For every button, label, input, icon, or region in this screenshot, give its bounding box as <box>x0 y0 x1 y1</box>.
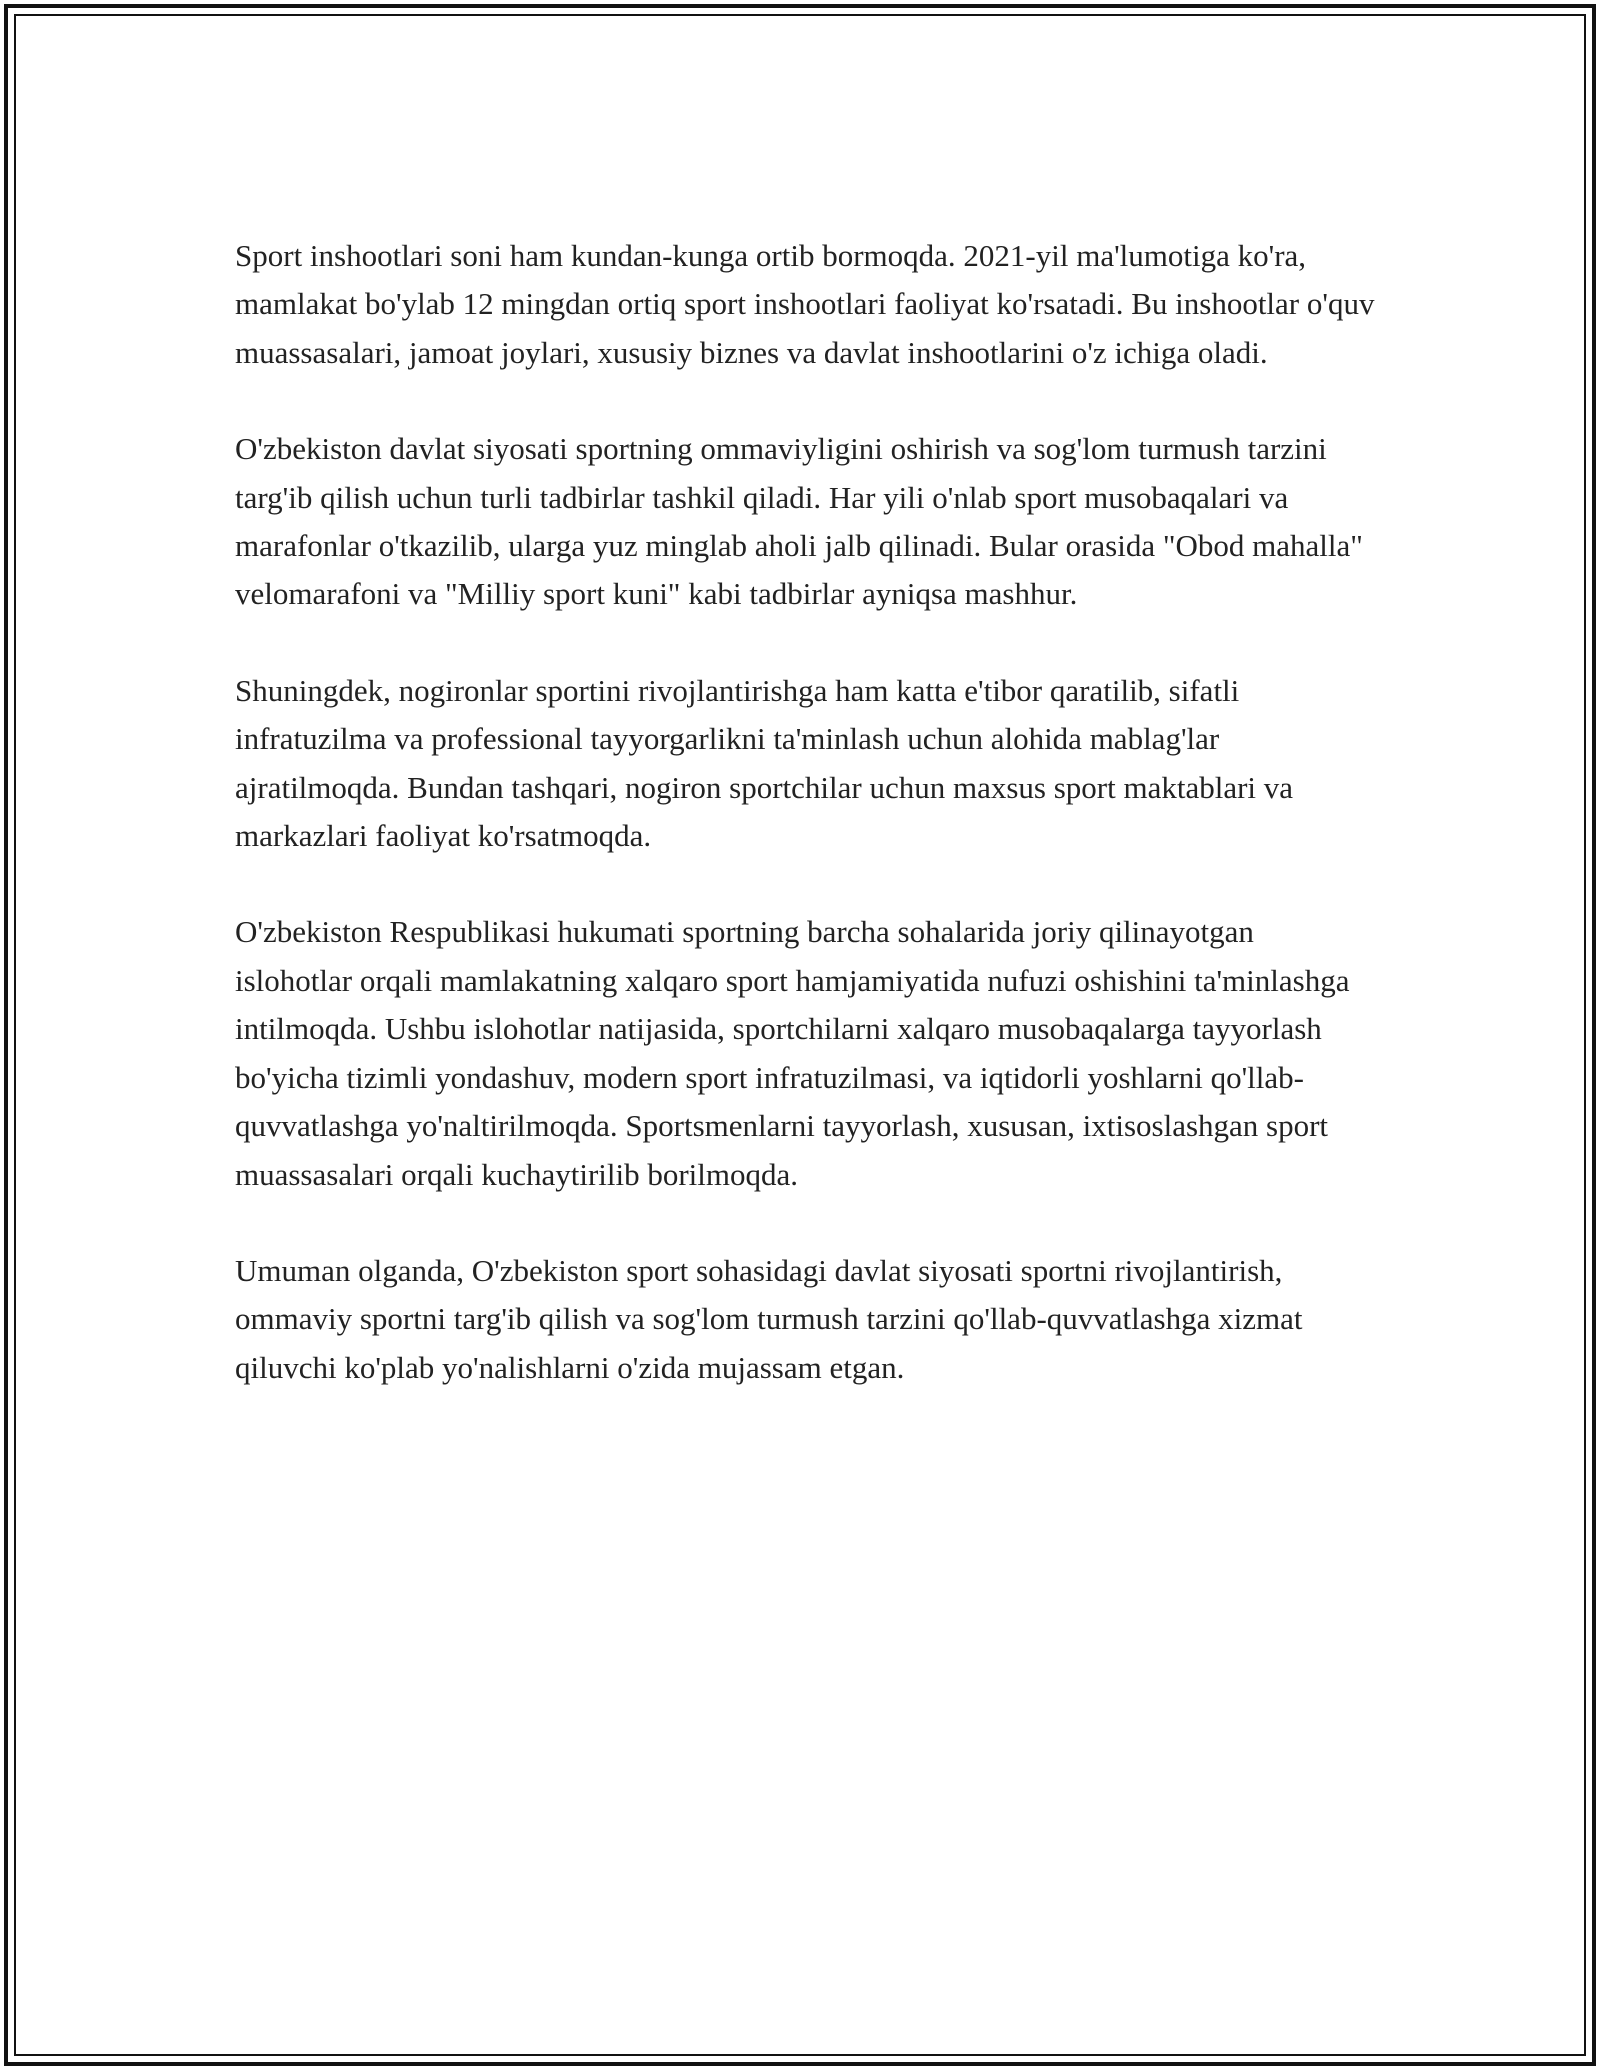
paragraph-conclusion: Umuman olganda, O'zbekiston sport sohasidagi davlat siyosati sportni rivojlantirish, ommaviy sportni targ'ib qilish va sog'lom turmush tarzini qo'llab-quvvatlashga xizmat qiluvchi ko'plab yo'nalishlarni o'zida mujassam etgan. <box>235 1252 1303 1385</box>
paragraph-disability-sports: Shuningdek, nogironlar sportini rivojlantirishga ham katta e'tibor qaratilib, sifatli infratuzilma va professional tayyorgarlikni ta'minlash uchun alohida mablag'lar ajratilmoqda. Bundan tashqari, nogiron sportchilar uchun maxsus sport maktablari va markazlari faoliyat ko'rsatmoqda. <box>235 672 1294 854</box>
paragraph-government-reforms: O'zbekiston Respublikasi hukumati sportning barcha sohalarida joriy qilinayotgan islohotlar orqali mamlakatning xalqaro sport hamjamiyatida nufuzi oshishini ta'minlashga intilmoqda. Ushbu islohotlar natijasida, sportchilarni xalqaro musobaqalarga tayyorlash bo'yicha tizimli yondashuv, modern sport infratuzilmasi, va iqtidorli yoshlarni qo'llab-quvvatlashga yo'naltirilmoqda. Sportsmenlarni tayyorlash, xususan, ixtisoslashgan sport muassasalari orqali kuchaytirilib borilmoqda. <box>235 914 1350 1192</box>
paragraph-sport-facilities: Sport inshootlari soni ham kundan-kunga ortib bormoqda. 2021-yil ma'lumotiga ko'ra, mamlakat bo'ylab 12 mingdan ortiq sport inshootlari faoliyat ko'rsatadi. Bu inshootlar o'quv muassasalari, jamoat joylari, xususiy biznes va davlat inshootlarini o'z ichiga oladi. <box>235 238 1375 370</box>
paragraph-mass-sports-events: O'zbekiston davlat siyosati sportning ommaviyligini oshirish va sog'lom turmush tarzini targ'ib qilish uchun turli tadbirlar tashkil qiladi. Har yili o'nlab sport musobaqalari va marafonlar o'tkazilib, ularga yuz minglab aholi jalb qilinadi. Bular orasida "Obod mahalla" velomarafoni va "Milliy sport kuni" kabi tadbirlar ayniqsa mashhur. <box>235 431 1363 612</box>
document-body <box>235 232 1375 1392</box>
